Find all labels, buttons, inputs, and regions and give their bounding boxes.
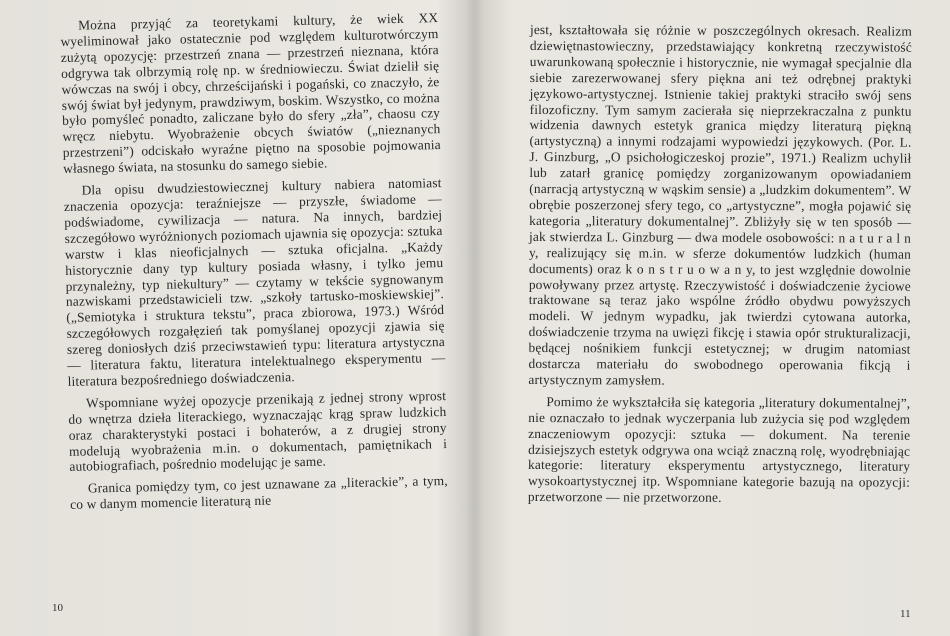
paragraph: Dla opisu dwudziestowiecznej kultury nabiera natomiast znaczenia opozycja: teraźniejsze — przyszłe, świadome — podświadome, cywilizacja — natura. Na innych, bardziej szczegółowo wyróżnionych poziomach ujawnia się opozycja: sztuka warstw i klas nieoficjalnych — sztuka oficjalna. „Każdy historycznie dany typ kultury posiada własny, i tylko jemu przynależny, typ niekultury” — czytamy w tekście sygnowanym nazwiskami przedstawicieli tzw. „szkoły tartusko-moskiewskiej”. („Semiotyka i struktura tekstu”, praca zbiorowa, 1973.) Wśród szczegółowych rozgałęzień tak pomyślanej opozycji zjawia się szereg doniosłych dziś przeciwstawień typu: literatura artystyczna — literatura faktu, literatura intelektualnego eksperymentu — literatura bezpośredniego doświadczenia. xyxy=(63,175,446,389)
right-page xyxy=(475,0,950,636)
page-number-left: 10 xyxy=(52,602,63,614)
paragraph: jest, kształtowała się różnie w poszczególnych okresach. Realizm dziewiętnastowieczny, przedstawiający konkretną rzeczywistość uwarunkowaną społecznie i historycznie, nie wymagał specjalnie dla siebie zarezerwowanej sfery piękna ani też odrębnej praktyki językowo-artystycznej. Istnienie takiej praktyki straciło swój sens filozoficzny. Tym samym zacierała się nieprzekraczalna z punktu widzenia dawnych estetyk granica między literaturą piękną (artystyczną) a innymi rodzajami wypowiedzi językowych. (Por. L. J. Ginzburg, „O psichołogiczeskoj prozie”, 1971.) Realizm uchylił lub zatarł granicę pomiędzy zorganizowanym opowiadaniem (narracją artystyczną w wąskim sensie) a „ludzkim dokumentem”. W obrębie poszerzonej sfery tego, co „artystyczne”, mogła pojawić się kategoria „literatury dokumentalnej”. Zbliżyły się w ten sposób — jak stwierdza L. Ginzburg — dwa modele osobowości: n a t u r a l n y, realizujący się m.in. w sferze dokumentów ludzkich (human documents) oraz k o n s t r u o w a n y, to jest względnie dowolnie powoływany przez artystę. Rzeczywistość i doświadczenie życiowe traktowane są teraz jako wspólne źródło obydwu powyższych modeli. W jednym wypadku, jak twierdzi cytowana autorka, doświadczenie trzyma na uwięzi fikcję i stawia opór strukturalizacji, będącej nośnikiem funkcji estetycznej; w drugim natomiast dostarcza materiału do swobodnego operowania fikcją i artystycznym zamysłem. xyxy=(528,22,912,388)
page-number-right: 11 xyxy=(900,608,911,620)
paragraph: Pomimo że wykształciła się kategoria „literatury dokumentalnej”, nie oznaczało to jednak wyczerpania lub zużycia się pod względem znaczeniowym opozycji: sztuka — dokument. Na terenie dzisiejszych estetyk odgrywa ona wciąż znaczną rolę, wyodrębniając kategorie: literatury eksperymentu artystycznego, literatury wysokoartystycznej itp. Wspomniane kategorie bazują na opozycji: przetworzone — nie przetworzone. xyxy=(527,393,911,506)
paragraph: Można przyjąć za teoretykami kultury, że wiek XX wyeliminował jako ostatecznie pod względem kulturotwórczym zużytą opozycję: przestrzeń znana — przestrzeń nieznana, która odgrywa tak olbrzymią rolę np. w średniowieczu. Świat dzielił się wówczas na swój i obcy, chrześcijański i pogański, co znaczyło, że swój świat był jedynym, prawdziwym, boskim. Wszystko, co można było pomyśleć ponadto, zaliczane było do sfery „zła”, chaosu czy wręcz niebytu. Wyobrażenie obcych światów („nieznanych przestrzeni”) odciskało wyraźne piętno na sposobie pojmowania własnego świata, na stosunku do samego siebie. xyxy=(60,10,441,177)
paragraph: Wspomniane wyżej opozycje przenikają z jednej strony wprost do wnętrza dzieła literackiego, wyznaczając krąg spraw ludzkich oraz charakterystyki postaci i bohaterów, a z drugiej strony modelują wyobrażenia m.in. o dokumentach, pamiętnikach i autobiografiach, pośrednio modelując je same. xyxy=(68,387,448,475)
paragraph: Granica pomiędzy tym, co jest uznawane za „literackie”, a tym, co w danym momencie literaturą nie xyxy=(70,473,448,513)
left-page-text xyxy=(60,10,448,519)
right-page-text xyxy=(528,22,912,513)
